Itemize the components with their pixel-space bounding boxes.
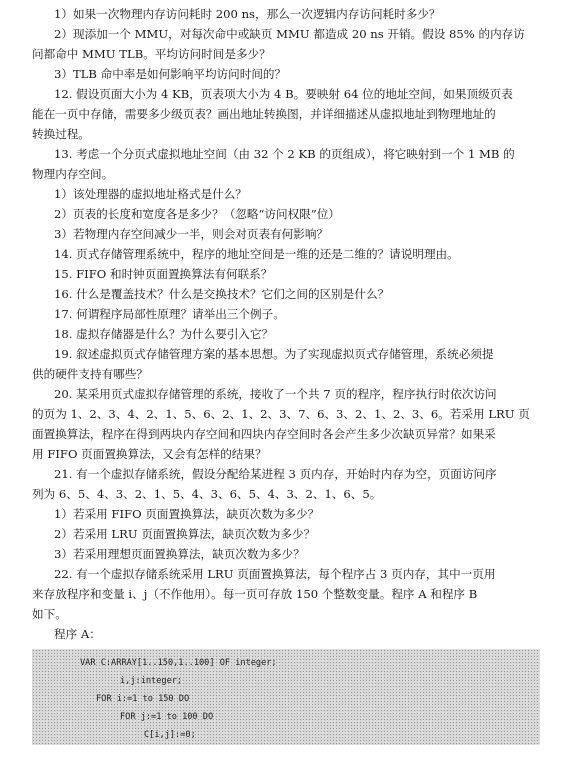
question-17: 17. 何谓程序局部性原理？请举出三个例子。 <box>54 307 285 321</box>
question-22: 22. 有一个虚拟存储系统采用 LRU 页面置换算法，每个程序占 3 页内存，其中一页用 <box>54 567 496 581</box>
question-13: 13. 考虑一个分页式虚拟地址空间（由 32 个 2 KB 的页组成），将它映射到一个 1 MB 的 <box>54 147 515 161</box>
text-line: 供的硬件支持有哪些？ <box>32 367 148 381</box>
text-line: 3）若采用理想页面置换算法，缺页次数为多少？ <box>54 547 305 561</box>
text-line: 物理内存空间。 <box>32 167 114 181</box>
text-body <box>0 4 561 644</box>
question-15: 15. FIFO 和时钟页面置换算法有何联系？ <box>54 267 273 281</box>
code-line: FOR i:=1 to 150 DO <box>96 694 190 704</box>
text-line: 列为 6、5、4、3、2、1、5、4、3、6、5、4、3、2、1、6、5。 <box>32 487 382 501</box>
text-line: 来存放程序和变量 i、j（不作他用）。每一页可存放 150 个整数变量。程序 A 和程序 B <box>32 587 478 601</box>
question-21: 21. 有一个虚拟存储系统，假设分配给某进程 3 页内存，开始时内存为空，页面访问序 <box>54 467 497 481</box>
question-18: 18. 虚拟存储器是什么？为什么要引入它？ <box>54 327 274 341</box>
text-line: 的页为 1、2、3、4、2、1、5、6、2、1、2、3、7、6、3、2、1、2、3、6。若采用 LRU 页 <box>32 407 530 421</box>
question-19: 19. 叙述虚拟页式存储管理方案的基本思想。为了实现虚拟页式存储管理，系统必须提 <box>54 347 494 361</box>
text-line: 3）TLB 命中率是如何影响平均访问时间的？ <box>54 67 287 81</box>
question-16: 16. 什么是覆盖技术？什么是交换技术？它们之间的区别是什么？ <box>54 287 390 301</box>
code-line: i,j:integer; <box>120 676 183 686</box>
text-line: 2）现添加一个 MMU，对每次命中或缺页 MMU 都造成 20 ns 开销。假设 85% 的内存访 <box>54 27 525 41</box>
code-line: FOR j:=1 to 100 DO <box>120 712 214 722</box>
question-14: 14. 页式存储管理系统中，程序的地址空间是一维的还是二维的？请说明理由。 <box>54 247 459 261</box>
text-line: 2）若采用 LRU 页面置换算法，缺页次数为多少？ <box>54 527 316 541</box>
text-line: 1）若采用 FIFO 页面置换算法，缺页次数为多少？ <box>54 507 320 521</box>
text-line: 用 FIFO 页面置换算法，又会有怎样的结果？ <box>32 447 267 461</box>
question-12: 12. 假设页面大小为 4 KB，页表项大小为 4 B。要映射 64 位的地址空间，如果顶级页表 <box>54 87 513 101</box>
code-line: C[i,j]:=0; <box>144 730 196 740</box>
text-line: 问都命中 MMU TLB。平均访问时间是多少？ <box>32 47 271 61</box>
text-line: 1）如果一次物理内存访问耗时 200 ns，那么一次逻辑内存访问耗时多少？ <box>54 7 441 21</box>
text-line: 2）页表的长度和宽度各是多少？（忽略“访问权限”位） <box>54 207 340 221</box>
code-block <box>32 649 540 745</box>
program-a-label: 程序 A： <box>54 627 101 641</box>
text-line: 转换过程。 <box>32 127 90 141</box>
text-line: 1）该处理器的虚拟地址格式是什么？ <box>54 187 247 201</box>
code-line: VAR C:ARRAY[1..150,1..100] OF integer; <box>80 658 277 668</box>
text-line: 面置换算法，程序在得到两块内存空间和四块内存空间时各会产生多少次缺页异常？如果采 <box>32 427 496 441</box>
text-line: 能在一页中存储，需要多少级页表？画出地址转换图，并详细描述从虚拟地址到物理地址的 <box>32 107 496 121</box>
text-line: 3）若物理内存空间减少一半，则会对页表有何影响？ <box>54 227 329 241</box>
question-20: 20. 某采用页式虚拟存储管理的系统，接收了一个共 7 页的程序，程序执行时依次访问 <box>54 387 497 401</box>
text-line: 如下。 <box>32 607 67 621</box>
